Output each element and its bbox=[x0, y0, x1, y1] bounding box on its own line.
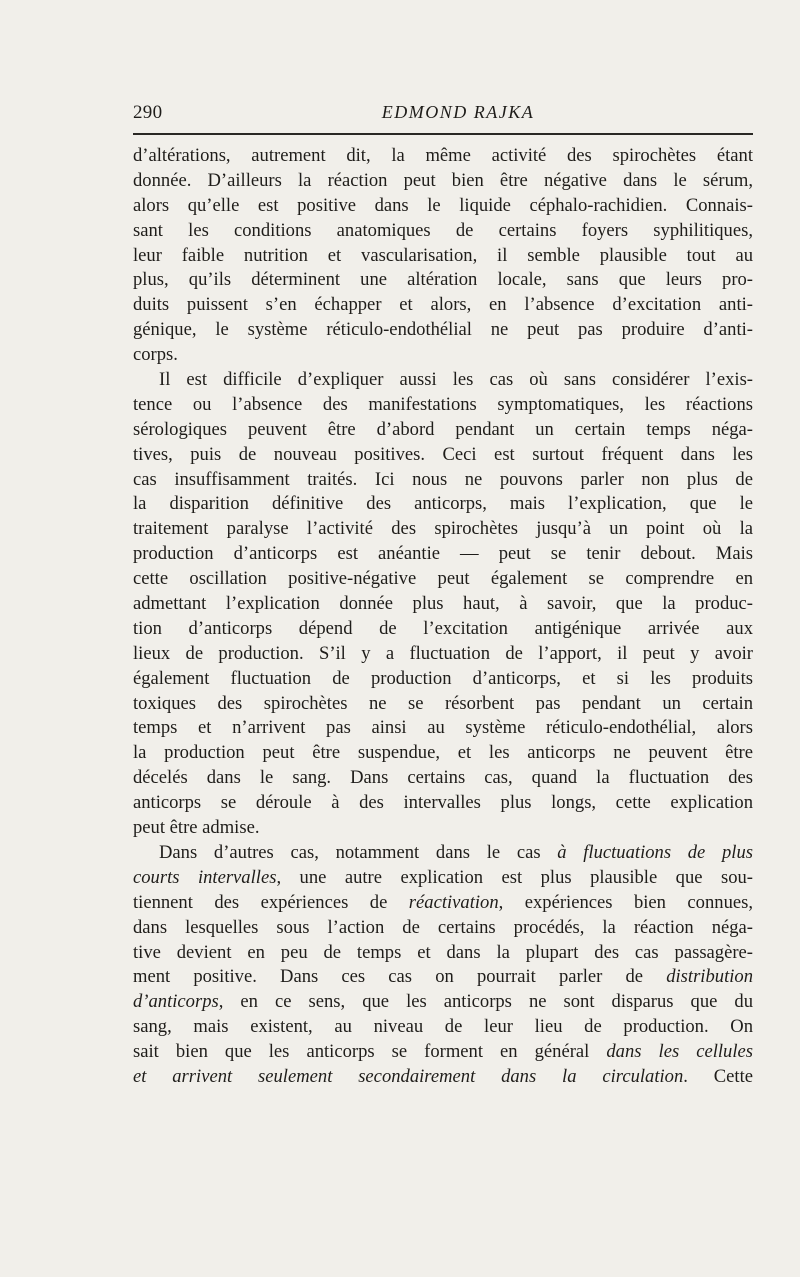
text-segment: ment positive. Dans ces cas on pourrait parler de bbox=[133, 966, 667, 988]
italic-text: dans les cellules bbox=[606, 1041, 754, 1063]
text-line bbox=[133, 965, 753, 990]
text-line: décelés dans le sang. Dans certains cas, quand la fluctuation des bbox=[133, 767, 753, 789]
text-line: temps et n’arrivent pas ainsi au système réticulo-endothélial, alors bbox=[133, 717, 753, 739]
text-segment: sait bien que les anticorps se forment en général bbox=[133, 1041, 607, 1063]
text-line: production d’anticorps est anéantie — peut se tenir debout. Mais bbox=[133, 543, 753, 565]
text-line bbox=[133, 990, 753, 1015]
text-line: tive devient en peu de temps et dans la plupart des cas passagère- bbox=[133, 941, 753, 963]
text-line: dans lesquelles sous l’action de certains procédés, la réaction néga- bbox=[133, 916, 753, 938]
text-line: cette oscillation positive-négative peut également se comprendre en bbox=[133, 568, 753, 590]
page-header bbox=[133, 100, 753, 126]
page-number: 290 bbox=[133, 102, 163, 123]
text-line bbox=[133, 1065, 753, 1090]
italic-text: d’anticorps bbox=[133, 991, 219, 1013]
body-text bbox=[133, 144, 753, 1090]
text-line: traitement paralyse l’activité des spirochètes jusqu’à un point où la bbox=[133, 518, 753, 540]
text-line: plus, qu’ils déterminent une altération locale, sans que leurs pro- bbox=[133, 269, 753, 291]
text-line bbox=[133, 841, 753, 866]
text-line: lieux de production. S’il y a fluctuation de l’apport, il peut y avoir bbox=[133, 642, 753, 664]
text-line: d’altérations, autrement dit, la même activité des spirochètes étant bbox=[133, 145, 753, 166]
italic-text: distribution bbox=[666, 966, 753, 988]
text-line: corps. bbox=[133, 344, 178, 366]
text-line: duits puissent s’en échapper et alors, en l’absence d’excitation anti- bbox=[133, 294, 753, 316]
text-segment: . Cette bbox=[683, 1065, 753, 1087]
text-line: leur faible nutrition et vascularisation, il semble plausible tout au bbox=[133, 244, 753, 266]
text-line: la disparition définitive des anticorps, mais l’explication, que le bbox=[133, 493, 753, 515]
text-line: cas insuffisamment traités. Ici nous ne pouvons parler non plus de bbox=[133, 468, 753, 490]
text-line: sang, mais existent, au niveau de leur lieu de production. On bbox=[133, 1016, 753, 1038]
italic-text: courts intervalles bbox=[133, 866, 277, 888]
text-segment: tiennent des expériences de bbox=[133, 891, 409, 913]
text-line: anticorps se déroule à des intervalles plus longs, cette explication bbox=[133, 792, 753, 814]
text-line: tives, puis de nouveau positives. Ceci est surtout fréquent dans les bbox=[133, 443, 753, 465]
text-segment: , en ce sens, que les anticorps ne sont disparus que du bbox=[218, 991, 753, 1013]
text-line: sérologiques peuvent être d’abord pendant un certain temps néga- bbox=[133, 418, 753, 440]
text-line: également fluctuation de production d’anticorps, et si les produits bbox=[133, 667, 753, 689]
italic-text: réactivation bbox=[408, 891, 499, 913]
text-line: toxiques des spirochètes ne se résorbent pas pendant un certain bbox=[133, 692, 753, 714]
text-line: peut être admise. bbox=[133, 817, 260, 839]
italic-text: et arrivent seulement secondairement dans la circulation bbox=[133, 1065, 684, 1087]
text-line bbox=[133, 891, 753, 916]
header-rule bbox=[133, 133, 753, 135]
text-line: génique, le système réticulo-endothélial ne peut pas produire d’anti- bbox=[133, 319, 753, 341]
text-line: tence ou l’absence des manifestations symptomatiques, les réactions bbox=[133, 393, 753, 415]
text-segment: Dans d’autres cas, notamment dans le cas bbox=[159, 841, 558, 863]
text-line: admettant l’explication donnée plus haut, à savoir, que la produc- bbox=[133, 593, 753, 615]
text-line bbox=[133, 866, 753, 891]
text-line: sant les conditions anatomiques de certains foyers syphilitiques, bbox=[133, 219, 753, 241]
text-line: alors qu’elle est positive dans le liquide céphalo-rachidien. Connais- bbox=[133, 194, 753, 216]
text-line bbox=[133, 1040, 753, 1065]
text-segment: , une autre explication est plus plausible que sou- bbox=[276, 866, 753, 888]
running-head: EDMOND RAJKA bbox=[381, 102, 535, 122]
text-line: Il est difficile d’expliquer aussi les cas où sans considérer l’exis- bbox=[159, 369, 753, 391]
italic-text: à fluctuations de plus bbox=[557, 841, 753, 863]
text-line: donnée. D’ailleurs la réaction peut bien être négative dans le sérum, bbox=[133, 169, 753, 191]
text-line: tion d’anticorps dépend de l’excitation antigénique arrivée aux bbox=[133, 617, 753, 639]
text-line: la production peut être suspendue, et les anticorps ne peuvent être bbox=[133, 742, 753, 764]
text-segment: , expériences bien connues, bbox=[498, 891, 753, 913]
